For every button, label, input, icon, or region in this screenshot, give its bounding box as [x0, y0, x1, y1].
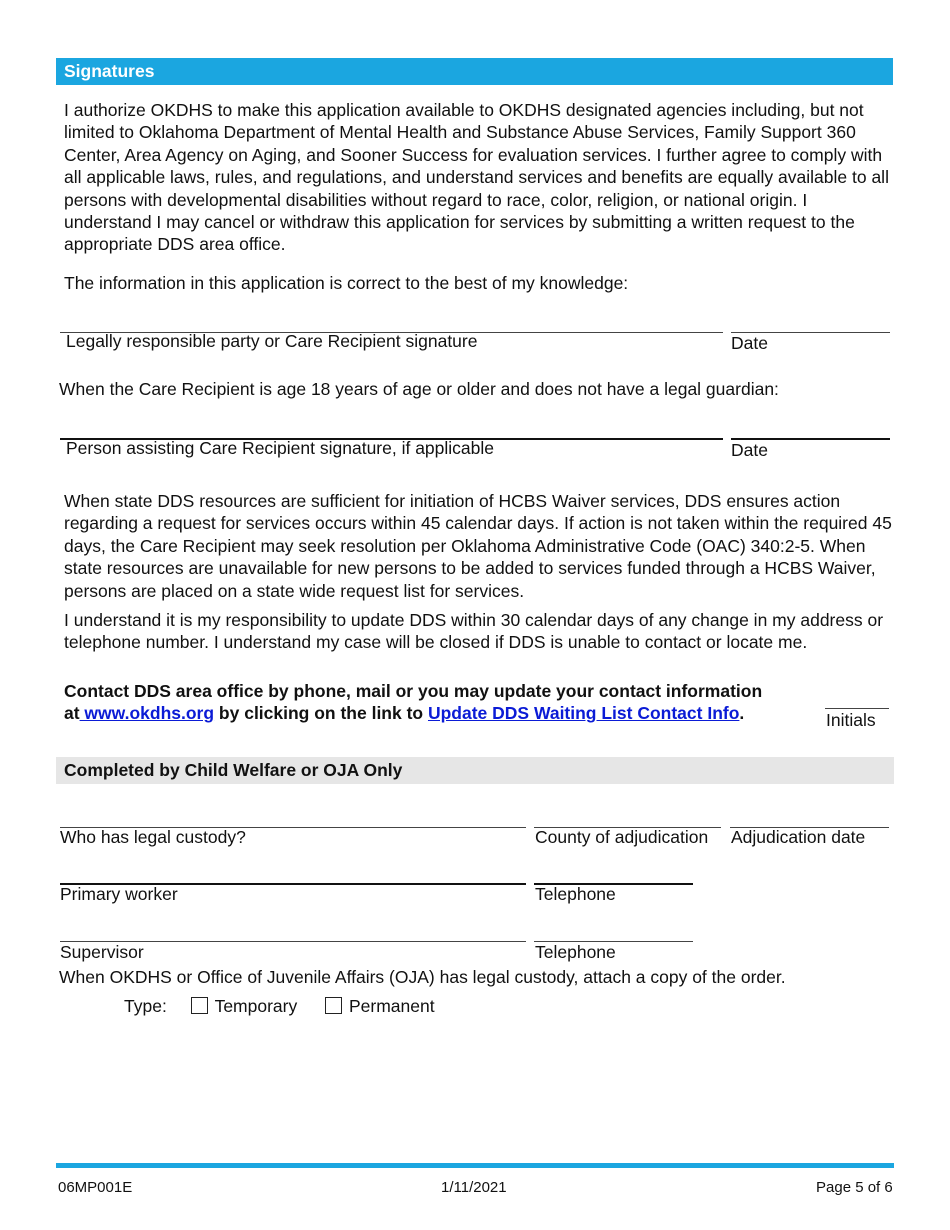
contact-at: at [64, 703, 80, 724]
primary-worker-label: Primary worker [60, 884, 178, 904]
contact-block [64, 680, 824, 725]
contact-end: . [739, 703, 745, 724]
update-paragraph: I understand it is my responsibility to update DDS within 30 calendar days of any change in my address or telephone number. I understand my case will be closed if DDS is unable to contact or locate me. [64, 610, 884, 653]
footer-date: 1/11/2021 [441, 1179, 507, 1196]
signatures-header-title: Signatures [64, 61, 155, 81]
correct-statement: The information in this application is correct to the best of my knowledge: [64, 273, 629, 293]
signatures-header [56, 58, 893, 85]
contact-line-1: Contact DDS area office by phone, mail or you may update your contact information [64, 681, 763, 701]
signature-1-label: Legally responsible party or Care Recipient signature [66, 331, 478, 351]
county-label: County of adjudication [535, 827, 709, 847]
contact-line-2 [64, 702, 824, 724]
age-note: When the Care Recipient is age 18 years of age or older and does not have a legal guardian: [59, 379, 779, 399]
signature-2-label: Person assisting Care Recipient signature, if applicable [66, 438, 495, 458]
update-contact-link[interactable]: Update DDS Waiting List Contact Info [427, 703, 740, 724]
okdhs-link[interactable]: www.okdhs.org [79, 703, 215, 724]
authorization-paragraph: I authorize OKDHS to make this application available to OKDHS designated agencies including, but not limited to Oklahoma Department of Mental Health and Substance Abuse Services, Family Support 360 Center, Area Agency on Aging, and Sooner Success for evaluation services. I further agree to comply with all applicable laws, rules, and regulations, and understand services and benefits are equally available to all persons with developmental disabilities without regard to race, color, religion, or national origin. I understand I may cancel or withdraw this application for services by submitting a written request to the appropriate DDS area office. [64, 100, 889, 255]
telephone-1-label: Telephone [535, 884, 616, 904]
date-1-label: Date [731, 333, 768, 353]
contact-mid: by clicking on the link to [214, 703, 428, 724]
telephone-2-label: Telephone [535, 942, 616, 962]
form-code: 06MP001E [58, 1179, 133, 1196]
footer-divider [56, 1163, 894, 1168]
initials-line[interactable] [825, 708, 889, 709]
page-number: Page 5 of 6 [816, 1179, 893, 1196]
permanent-label: Permanent [348, 996, 435, 1016]
temporary-label: Temporary [214, 996, 298, 1016]
custody-note: When OKDHS or Office of Juvenile Affairs (OJA) has legal custody, attach a copy of the order. [59, 967, 786, 987]
initials-label: Initials [826, 710, 876, 730]
date-2-label: Date [731, 440, 768, 460]
temporary-checkbox[interactable] [191, 997, 208, 1014]
permanent-checkbox[interactable] [325, 997, 342, 1014]
adjudication-date-label: Adjudication date [731, 827, 866, 847]
child-welfare-header [56, 757, 894, 784]
child-welfare-header-title: Completed by Child Welfare or OJA Only [64, 760, 403, 780]
type-row [124, 996, 435, 1017]
supervisor-label: Supervisor [60, 942, 144, 962]
hcbs-paragraph: When state DDS resources are sufficient for initiation of HCBS Waiver services, DDS ensures action regarding a request for services occurs within 45 calendar days. If action is not taken within the required 45 days, the Care Recipient may seek resolution per Oklahoma Administrative Code (OAC) 340:2-5. When state resources are unavailable for new persons to be added to services funded through a HCBS Waiver, persons are placed on a state wide request list for services. [64, 491, 892, 601]
type-label: Type: [124, 996, 167, 1016]
custody-label: Who has legal custody? [60, 827, 246, 847]
